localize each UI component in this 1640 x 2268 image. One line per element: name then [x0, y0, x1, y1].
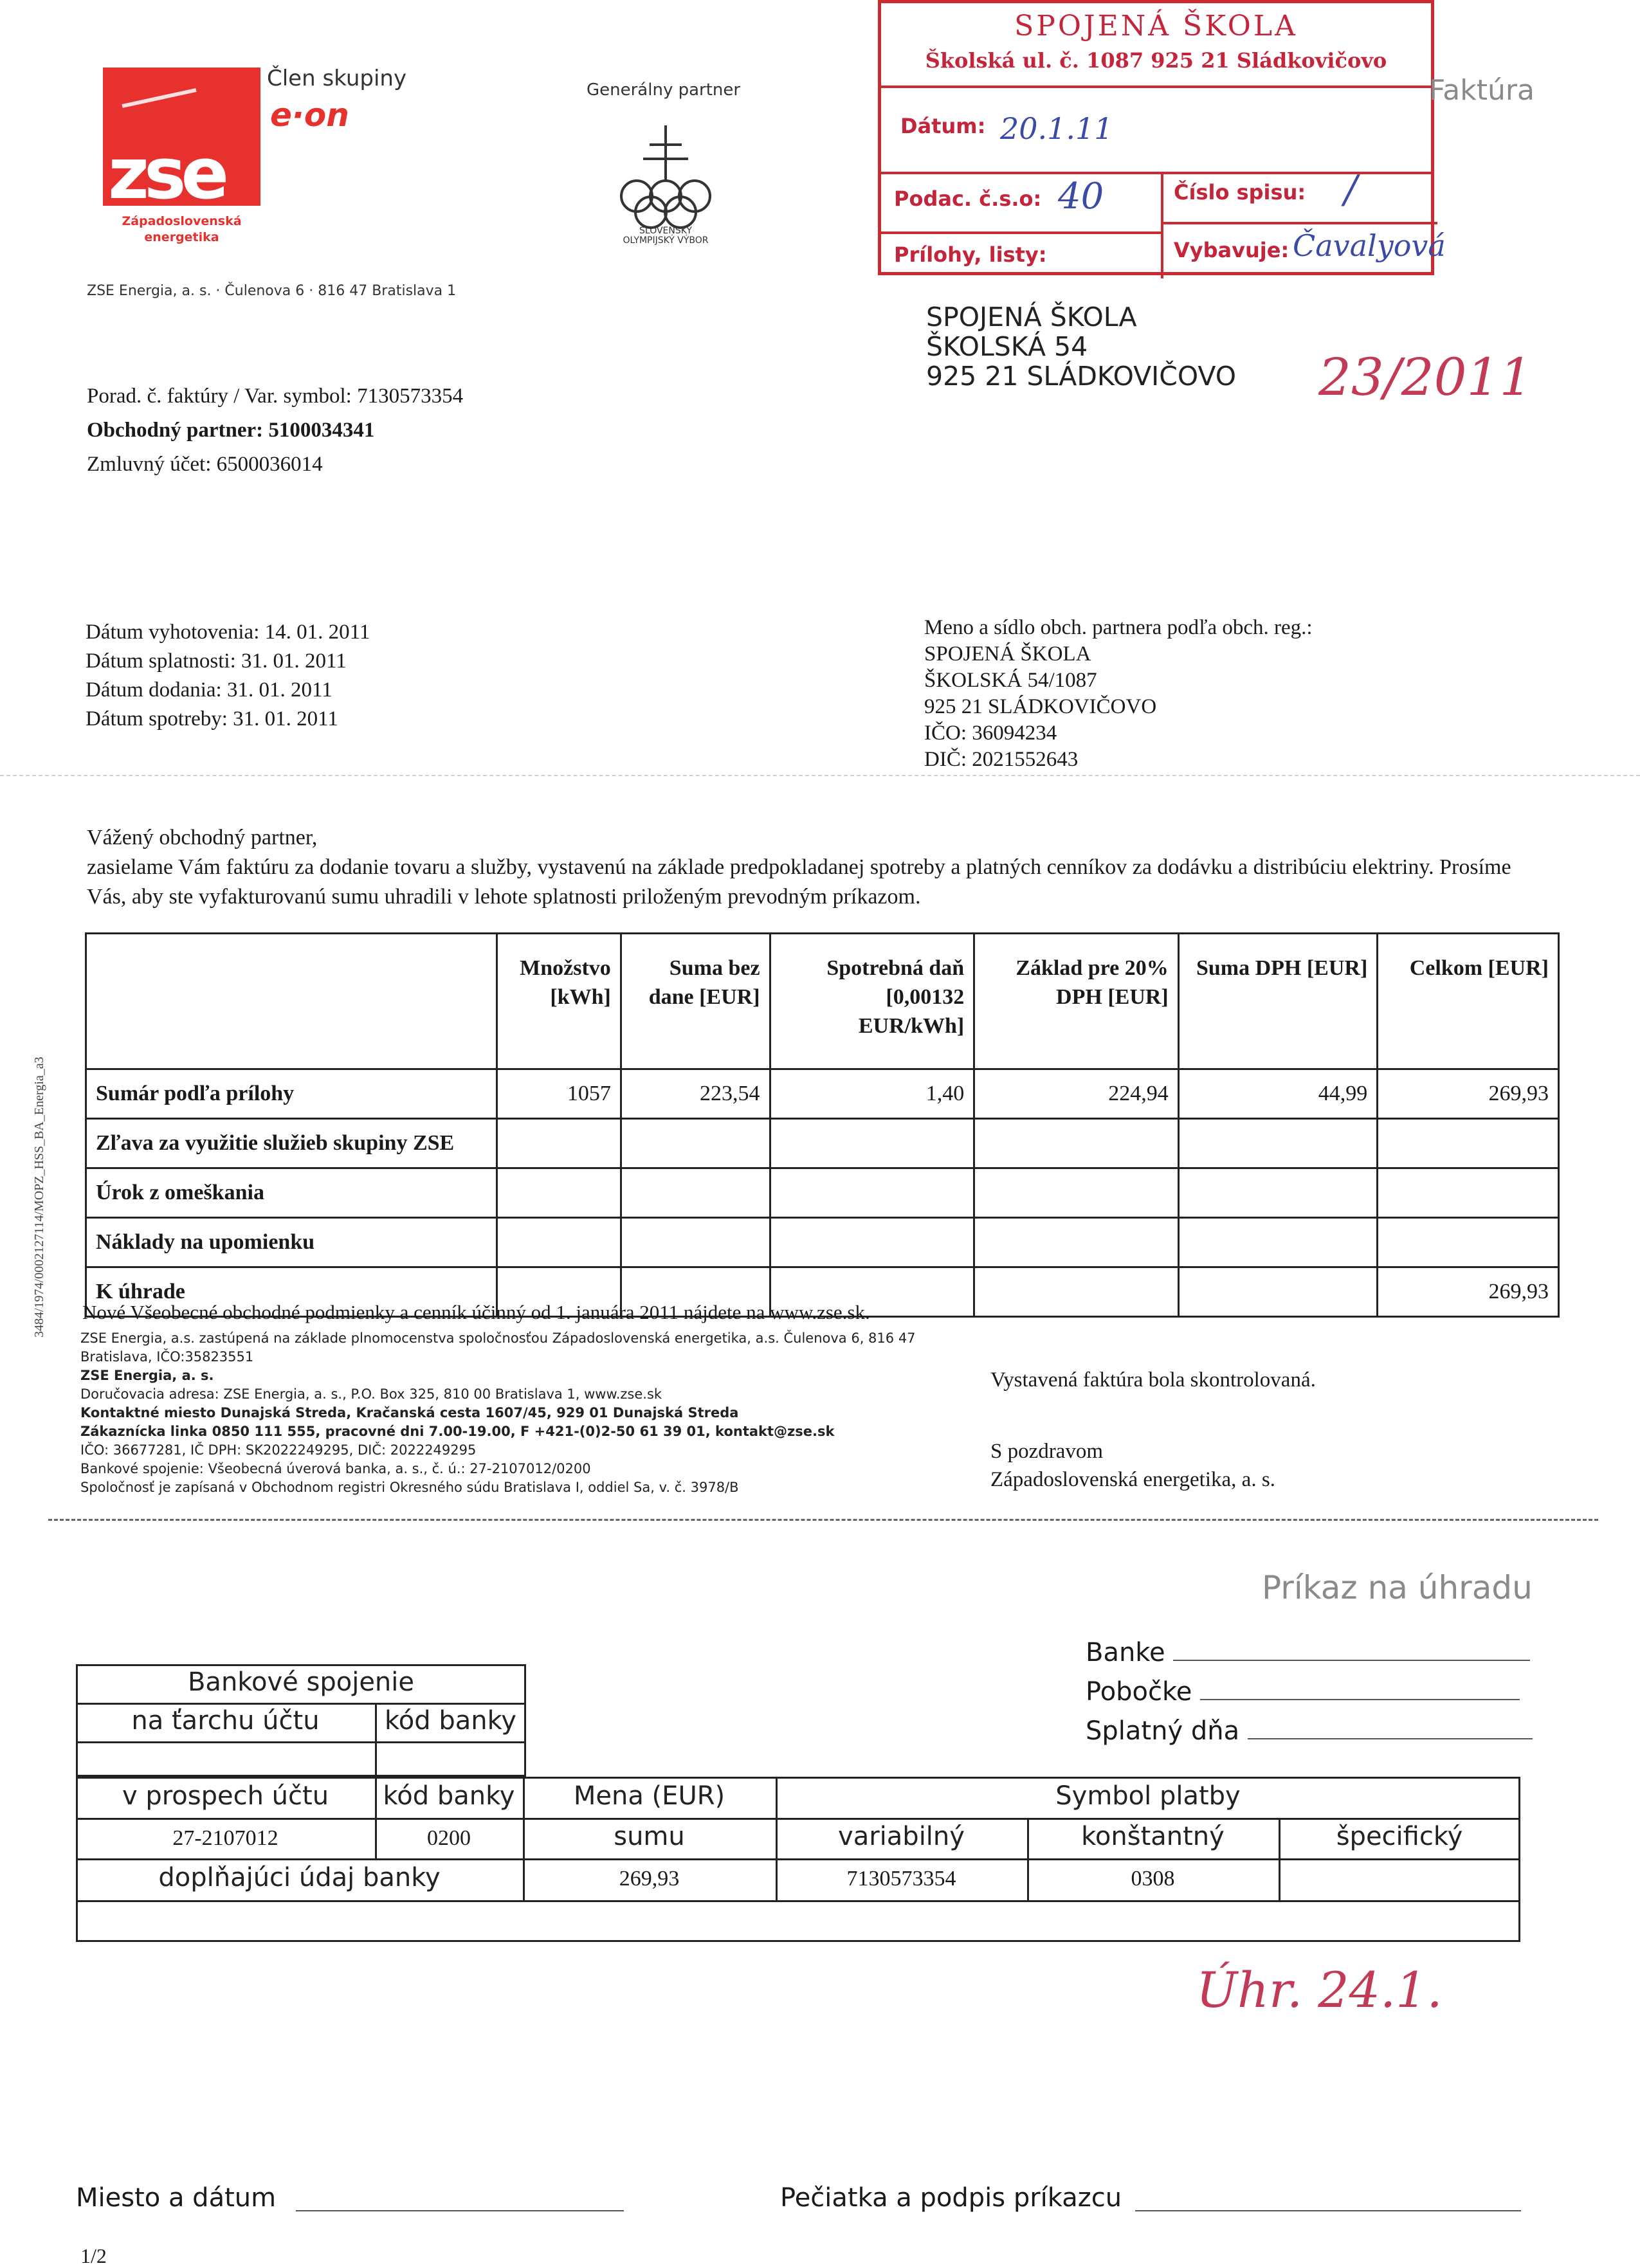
invoice-number: Porad. č. faktúry / Var. symbol: 7130573354	[87, 385, 464, 408]
recipient-name: SPOJENÁ ŠKOLA	[926, 302, 1137, 332]
terms-note: Nové Všeobecné obchodné podmienky a cenník účinný od 1. januára 2011 nájdete na www.zse.sk.	[82, 1301, 870, 1323]
zse-logo-subtitle: Západoslovenská energetika	[122, 214, 242, 244]
branch-field[interactable]	[1200, 1699, 1520, 1700]
table-header: Suma bez dane [EUR]	[621, 934, 770, 1069]
sum-value: 269,93	[619, 1867, 680, 1891]
page-number: 1/2	[80, 2244, 107, 2267]
table-cell	[1178, 1119, 1378, 1168]
bank-field[interactable]	[1173, 1660, 1530, 1661]
table-cell	[1378, 1119, 1559, 1168]
sender-line: ZSE Energia, a. s. · Čulenova 6 · 816 47 Bratislava 1	[87, 283, 457, 299]
table-cell	[1378, 1218, 1559, 1267]
registry-stamp	[878, 0, 1446, 275]
partner-city: 925 21 SLÁDKOVIČOVO	[924, 695, 1157, 718]
signature-company: Západoslovenská energetika, a. s.	[990, 1468, 1275, 1491]
due-date-field[interactable]	[1248, 1738, 1533, 1739]
company-info-line: IČO: 36677281, IČ DPH: SK2022249295, DIČ: 2022249295	[80, 1442, 477, 1458]
greeting	[990, 1437, 1275, 1494]
bank-label: Banke	[1086, 1638, 1165, 1667]
table-header: Spotrebná daň [0,00132 EUR/kWh]	[770, 934, 974, 1069]
table-row	[86, 1069, 1559, 1119]
table-cell	[1178, 1218, 1378, 1267]
stamp-date-label: Dátum:	[900, 114, 986, 138]
partner-ico: IČO: 36094234	[924, 721, 1057, 745]
table-cell	[1178, 1267, 1378, 1317]
contract-account: Zmluvný účet: 6500036014	[87, 453, 323, 476]
stamp-signature-label: Pečiatka a podpis príkazcu	[780, 2183, 1122, 2213]
branch-label: Pobočke	[1086, 1677, 1192, 1707]
regards: S pozdravom	[990, 1440, 1104, 1463]
date-consumption: Dátum spotreby: 31. 01. 2011	[86, 707, 338, 730]
date-due: Dátum splatnosti: 31. 01. 2011	[86, 649, 347, 673]
company-info-line: ZSE Energia, a. s.	[80, 1368, 214, 1383]
bank-code-label: kód banky	[385, 1706, 516, 1736]
payment-order-title: Príkaz na úhradu	[1262, 1569, 1533, 1606]
table-header: Suma DPH [EUR]	[1178, 934, 1378, 1069]
stamp-title: SPOJENÁ ŠKOLA	[1014, 10, 1298, 42]
table-cell	[1378, 1168, 1559, 1218]
bank-fields	[1086, 1633, 1533, 1751]
letter-body: zasielame Vám faktúru za dodanie tovaru a služby, vystavenú na základe predpokladanej spotreby a platných cenníkov za dodávku a distribúciu elektriny. Prosíme Vás, aby ste vyfakturovanú sumu uhradili v lehote splatnosti priloženým prevodným príkazom.	[87, 855, 1511, 909]
partner-heading: Meno a sídlo obch. partnera podľa obch. reg.:	[924, 616, 1313, 639]
company-info-line: Zákaznícka linka 0850 111 555, pracovné dni 7.00-19.00, F +421-(0)2-50 61 39 01, kontakt@zse.sk	[80, 1424, 835, 1439]
stamp-file-value: /	[1344, 167, 1358, 212]
invoice-dates	[86, 618, 370, 734]
sum-label: sumu	[614, 1822, 685, 1851]
table-row	[86, 1119, 1559, 1168]
handwritten-reference: 23/2011	[1318, 347, 1533, 407]
stamp-reg-value: 40	[1058, 176, 1104, 217]
handwritten-payment-note: Úhr. 24.1.	[1196, 1961, 1443, 2019]
company-info-line: Kontaktné miesto Dunajská Streda, Kračanská cesta 1607/45, 929 01 Dunajská Streda	[80, 1405, 739, 1420]
table-header: Celkom [EUR]	[1378, 934, 1559, 1069]
cut-line	[48, 1519, 1598, 1521]
partner-name: SPOJENÁ ŠKOLA	[924, 642, 1091, 666]
company-info-line: ZSE Energia, a.s. zastúpená na základe plnomocenstva spoločnosťou Západoslovenská energetika, a.s. Čulenova 6, 816 47 Bratislava, IČO:35823551	[80, 1330, 916, 1365]
document-type: Faktúra	[1429, 74, 1535, 107]
checked-note: Vystavená faktúra bola skontrolovaná.	[990, 1368, 1316, 1392]
partner-street: ŠKOLSKÁ 54/1087	[924, 669, 1097, 692]
variable-symbol-label: variabilný	[838, 1822, 965, 1851]
side-document-code: 3484/1974/0002127114/MOPZ_HSS_BA_Energia_a3	[32, 1057, 46, 1338]
credit-account-label: v prospech účtu	[122, 1781, 329, 1811]
company-info-line: Doručovacia adresa: ZSE Energia, a. s., P.O. Box 325, 810 00 Bratislava 1, www.zse.sk	[80, 1386, 662, 1402]
table-header-empty	[86, 934, 497, 1069]
row-label: Zľava za využitie služieb skupiny ZSE	[86, 1119, 497, 1168]
table-cell	[621, 1218, 770, 1267]
bank-connection-label: Bankové spojenie	[187, 1667, 414, 1697]
table-cell: 269,93	[1378, 1267, 1559, 1317]
partner-registration	[924, 615, 1313, 773]
table-header-row	[86, 934, 1559, 1069]
row-label: Náklady na upomienku	[86, 1218, 497, 1267]
table-cell	[1178, 1168, 1378, 1218]
table-cell	[497, 1168, 621, 1218]
place-date-label: Miesto a dátum	[76, 2183, 277, 2213]
table-cell	[497, 1218, 621, 1267]
general-partner-label: Generálny partner	[587, 80, 741, 100]
recipient-street: ŠKOLSKÁ 54	[926, 331, 1088, 362]
table-cell: 269,93	[1378, 1069, 1559, 1119]
currency-label: Mena (EUR)	[573, 1781, 725, 1811]
company-info-line: Spoločnosť je zapísaná v Obchodnom registri Okresného súdu Bratislava I, oddiel Sa, v. č. 3978/B	[80, 1480, 739, 1495]
stamp-attach-label: Prílohy, listy:	[894, 242, 1047, 267]
table-cell	[974, 1267, 1179, 1317]
extra-bank-data-label: doplňajúci údaj banky	[158, 1863, 441, 1892]
stamp-file-label: Číslo spisu:	[1174, 180, 1306, 204]
table-cell: 44,99	[1178, 1069, 1378, 1119]
invoice-info	[87, 379, 463, 482]
row-label: K úhrade	[86, 1267, 497, 1317]
stamp-address: Školská ul. č. 1087 925 21 Sládkovičovo	[925, 48, 1387, 73]
company-info-line: Bankové spojenie: Všeobecná úverová banka, a. s., č. ú.: 27-2107012/0200	[80, 1461, 591, 1476]
company-info	[80, 1329, 981, 1497]
table-cell: 1057	[497, 1069, 621, 1119]
zse-logo-letters: zse	[108, 132, 224, 215]
table-cell	[770, 1119, 974, 1168]
table-cell	[497, 1119, 621, 1168]
eon-logo: e·on	[270, 96, 349, 134]
date-issued: Dátum vyhotovenia: 14. 01. 2011	[86, 621, 370, 644]
cover-letter	[87, 823, 1515, 912]
table-cell	[770, 1168, 974, 1218]
bank-code-label-2: kód banky	[383, 1781, 515, 1811]
credit-account-value: 27-2107012	[172, 1826, 278, 1850]
row-label: Úrok z omeškania	[86, 1168, 497, 1218]
constant-symbol-label: konštantný	[1081, 1822, 1225, 1851]
olympic-committee-label: SLOVENSKÝ OLYMPIJSKÝ VÝBOR	[623, 226, 709, 246]
table-cell	[621, 1168, 770, 1218]
invoice-table	[85, 932, 1560, 1318]
date-delivery: Dátum dodania: 31. 01. 2011	[86, 678, 333, 702]
constant-symbol-value: 0308	[1131, 1867, 1175, 1891]
table-cell	[770, 1218, 974, 1267]
stamp-handler-label: Vybavuje:	[1174, 238, 1289, 262]
table-row	[86, 1218, 1559, 1267]
stamp-reg-label: Podac. č.s.o:	[894, 186, 1042, 211]
table-cell: 1,40	[770, 1069, 974, 1119]
due-date-label: Splatný dňa	[1086, 1716, 1240, 1746]
row-label: Sumár podľa prílohy	[86, 1069, 497, 1119]
bank-code-value: 0200	[427, 1826, 471, 1850]
recipient-address	[926, 302, 1236, 391]
place-date-field[interactable]	[296, 2210, 624, 2211]
variable-symbol-value: 7130573354	[846, 1867, 956, 1891]
recipient-city: 925 21 SLÁDKOVIČOVO	[926, 361, 1237, 392]
stamp-signature-field[interactable]	[1135, 2210, 1521, 2211]
fold-line	[0, 775, 1640, 776]
table-cell	[974, 1119, 1179, 1168]
table-cell	[974, 1218, 1179, 1267]
letter-salutation: Vážený obchodný partner,	[87, 826, 318, 849]
table-cell	[974, 1168, 1179, 1218]
stamp-handler-value: Čavalyová	[1293, 228, 1446, 263]
business-partner: Obchodný partner: 5100034341	[87, 419, 375, 442]
table-header: Množstvo [kWh]	[497, 934, 621, 1069]
group-label: Člen skupiny	[267, 66, 407, 91]
table-row	[86, 1168, 1559, 1218]
debit-account-label: na ťarchu účtu	[131, 1706, 320, 1736]
table-cell	[621, 1119, 770, 1168]
specific-symbol-label: špecifický	[1336, 1822, 1463, 1851]
payment-symbol-label: Symbol platby	[1055, 1781, 1241, 1811]
table-header: Základ pre 20% DPH [EUR]	[974, 934, 1179, 1069]
table-cell: 224,94	[974, 1069, 1179, 1119]
stamp-date-value: 20.1.11	[1000, 111, 1113, 146]
table-cell: 223,54	[621, 1069, 770, 1119]
partner-dic: DIČ: 2021552643	[924, 748, 1079, 771]
